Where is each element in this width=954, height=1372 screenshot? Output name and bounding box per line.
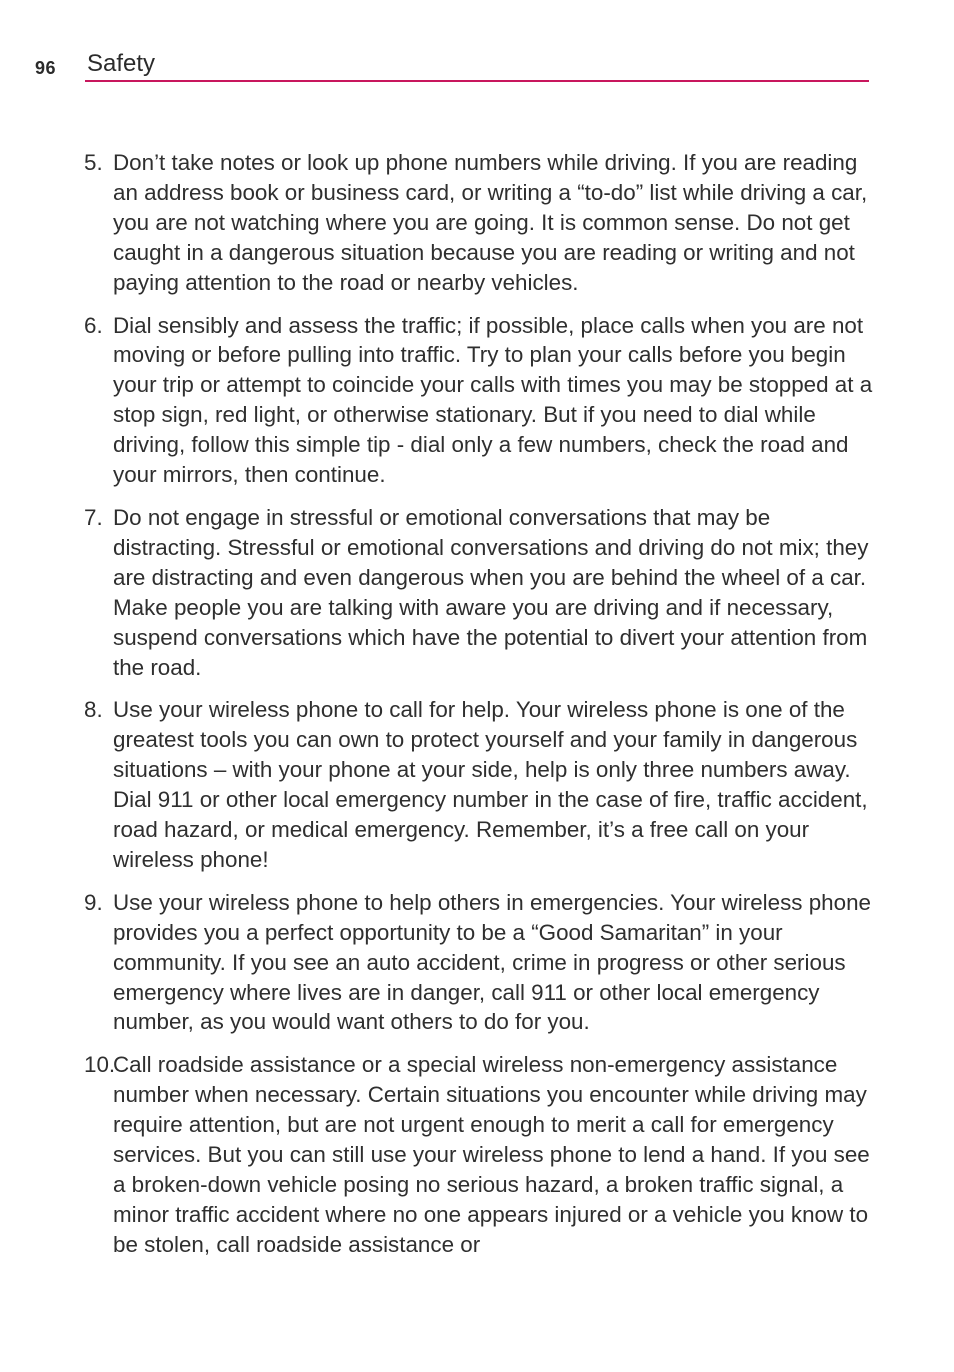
list-item-number: 7.	[84, 504, 103, 530]
list-item-text: Use your wireless phone to call for help. Your wireless phone is one of the greatest tools you can own to protect yourself and your family in dangerous situations – with your phone at your side, help is only three numbers away. Dial 911 or other local emergency number in the case of fire, traffic accident, road hazard, or medical emergency. Remember, it’s a free call on your wireless phone!	[113, 697, 868, 872]
list-item	[0, 695, 954, 874]
list-item	[0, 148, 954, 298]
list-item-text: Use your wireless phone to help others in emergencies. Your wireless phone provides you a perfect opportunity to be a “Good Samaritan” in your community. If you see an auto accident, crime in progress or other serious emergency where lives are in danger, call 911 or other local emergency number, as you would want others to do for you.	[113, 889, 871, 1035]
safety-tips-list	[0, 148, 954, 1273]
header-divider	[85, 80, 869, 82]
page-header	[0, 0, 954, 90]
list-item-text: Do not engage in stressful or emotional conversations that may be distracting. Stressful or emotional conversations and driving do not mix; they are distracting and even dangerous when you are behind the wheel of a car. Make people you are talking with aware you are driving and if necessary, suspend conversations which have the potential to divert your attention from the road.	[113, 504, 869, 680]
list-item	[0, 888, 954, 1038]
list-item-number: 9.	[84, 889, 103, 915]
list-item-number: 8.	[84, 697, 103, 723]
list-item-number: 6.	[84, 312, 103, 338]
section-title: Safety	[87, 50, 156, 77]
list-item-text: Don’t take notes or look up phone numbers while driving. If you are reading an address book or business card, or writing a “to-do” list while driving a car, you are not watching where you are going. It is common sense. Do not get caught in a dangerous situation because you are reading or writing and not paying attention to the road or nearby vehicles.	[113, 150, 868, 295]
list-item	[0, 311, 954, 490]
list-item-number: 10.	[84, 1052, 116, 1078]
page-number: 96	[35, 58, 57, 78]
list-item-text: Call roadside assistance or a special wireless non-emergency assistance number when necessary. Certain situations you encounter while driving may require attention, but are not urgent enough to merit a call for emergency services. But you can still use your wireless phone to lend a hand. If you see a broken-down vehicle posing no serious hazard, a broken traffic signal, a minor traffic accident where no one appears injured or a vehicle you know to be stolen, call roadside assistance or	[113, 1052, 870, 1257]
list-item	[0, 503, 954, 682]
list-item	[0, 1050, 954, 1259]
list-item-number: 5.	[84, 150, 103, 175]
list-item-text: Dial sensibly and assess the traffic; if possible, place calls when you are not moving or before pulling into traffic. Try to plan your calls before you begin your trip or attempt to coincide your calls with times you may be stopped at a stop sign, red light, or otherwise stationary. But if you need to dial while driving, follow this simple tip - dial only a few numbers, check the road and your mirrors, then continue.	[113, 312, 873, 488]
